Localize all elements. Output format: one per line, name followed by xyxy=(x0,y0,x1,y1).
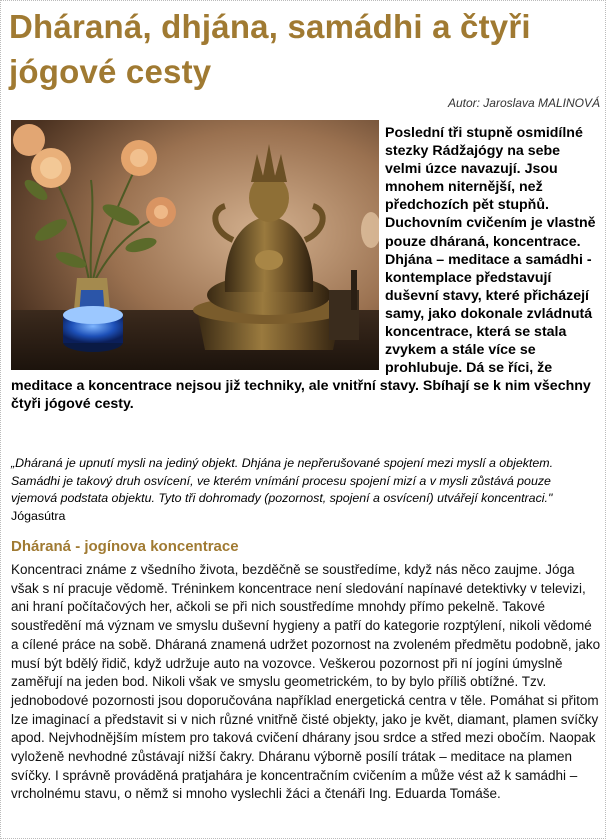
article-title: Dháraná, dhjána, samádhi a čtyři jógové cesty xyxy=(9,8,531,90)
article-body: Koncentraci známe z všedního života, bezděčně se soustředíme, když nás něco zaujme. Jóga však s ní pracuje vědomě. Tréninkem koncentrace není sledování napínavé detektivky v televizi, ani hraní počítačových her, ačkoli se při nich soustředíme mnohdy přímo pekelně. Takové soustředění má význam ve smyslu duševní hygieny a patří do kategorie rozptýlení, nikoli vědomé a cílené práce na sobě. Dháraná znamená udržet pozornost na zvoleném předmětu podobně, jako musí být bdělý řidič, když udržuje auto na vozovce. Veškerou pozornost při ní jogíni úmyslně zaměřují na jeden bod. Nikoli však ve smyslu geometrickém, to by bylo příliš obtížné. Tzv. jednobodové pozornosti jsou doporučována například energetická centra v těle. Pomáhat si přitom lze imaginací a představit si v nich různé vnitřně čisté objekty, jako je květ, diamant, plamen svíčky apod. Nejvhodnějším místem pro taková cvičení dhárany jsou srdce a střed mezi obočím. Naopak vyloženě nevhodné zůstávají nižší čakry. Dháranu výborně posílí trátak – meditace na plamen svíčky. I správně prováděná pratjahára je koncentračním cvičením a může vést až k samádhi – vrcholnému stavu, o němž si mnoho vyslechli žáci a čtenáři Ing. Eduarda Tomáše. xyxy=(11,562,601,802)
jogasutra-quote xyxy=(11,455,597,525)
quote-text: „Dháraná je upnutí mysli na jediný objekt. Dhjána je nepřerušované spojení mezi myslí a objektem. Samádhi je takový druh osvícení, ve kterém vnímání procesu spojení mizí a v mysli zůstává pouze vjemová podstata objektu. Tyto tři dohromady (pozornost, spojení a osvícení) utvářejí koncentraci." xyxy=(11,456,554,505)
lead-text: Poslední tři stupně osmidílné stezky Rádžajógy na sebe velmi úzce navazují. Jsou mnohem niternější, než předchozích pět stupňů. Duchovním cvičením je vlastně pouze dháraná, koncentrace. Dhjána – meditace a samádhi - kontemplace představují duševní stavy, které přicházejí samy, jako dokonale zvládnutá koncentrace, která se stala zvykem a stále více se prohlubuje. Dá se říci, že meditace a koncentrace nejsou již techniky, ale vnitřní stavy. Sbíhají se k nim všechny čtyři jógové cesty. xyxy=(11,125,596,413)
section-heading: Dháraná - jogínova koncentrace xyxy=(11,538,239,555)
article-lead xyxy=(11,124,599,414)
quote-source: Jógasútra xyxy=(11,508,66,523)
article-author: Autor: Jaroslava MALINOVÁ xyxy=(447,96,600,110)
